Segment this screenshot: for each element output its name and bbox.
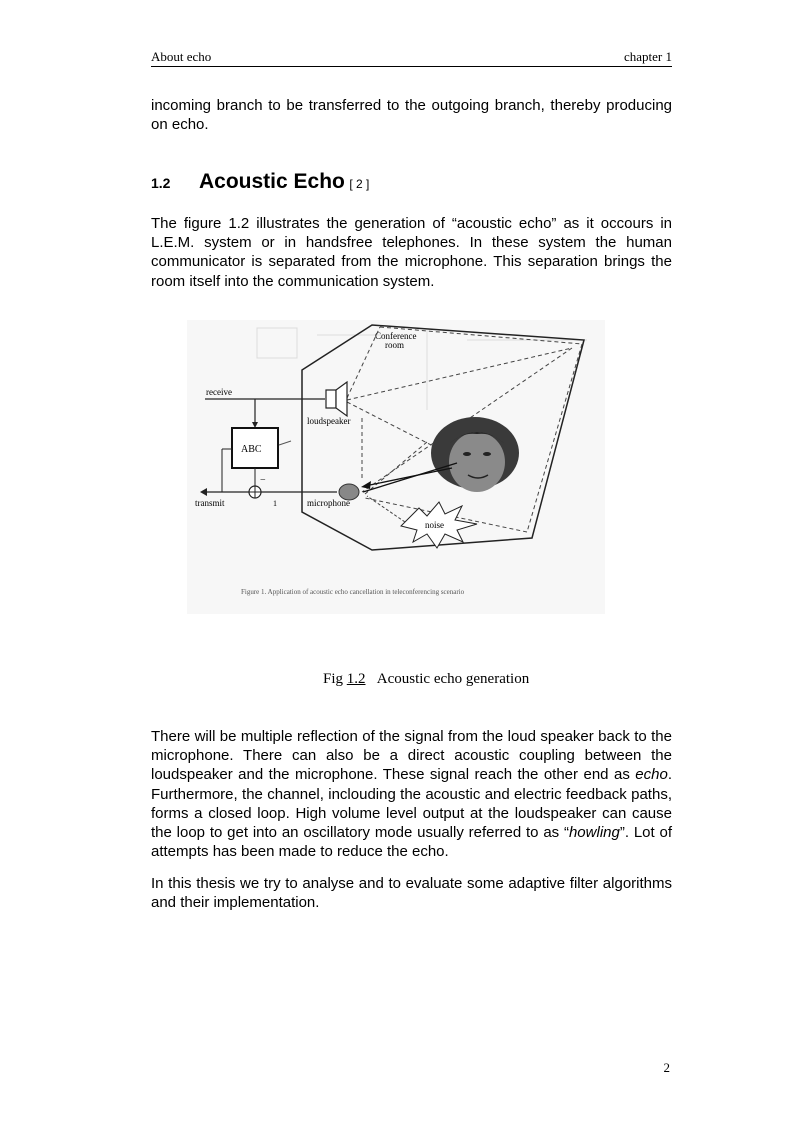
noise-label: noise <box>425 520 444 530</box>
paragraph-1: The figure 1.2 illustrates the generation of “acoustic echo” as it occours in L.E.M. system or in handsfree telephones. In these system the human communicator is separated from the microphone. This separation brings the room itself into the communication system. <box>151 215 672 290</box>
para2-part-1: There will be multiple reflection of the signal from the loud speaker back to the microphone. There can also be a direct acoustic coupling between the loudspeaker and the microphone. These signal reach the other end as <box>151 728 672 784</box>
transmit-label: transmit <box>195 498 225 508</box>
paragraph-3: In this thesis we try to analyse and to evaluate some adaptive filter algorithms and their implementation. <box>151 875 672 912</box>
caption-text: Acoustic echo generation <box>376 671 530 687</box>
caption-prefix: Fig <box>323 671 344 687</box>
paragraph-2 <box>151 727 672 861</box>
person-face-icon <box>431 417 519 492</box>
section-number: 1.2 <box>151 175 171 191</box>
intro-paragraph: incoming branch to be transferred to the outgoing branch, thereby producing on echo. <box>151 97 672 134</box>
figure-echo-diagram <box>187 320 605 614</box>
receive-label: receive <box>206 387 232 397</box>
page-number: 2 <box>663 1060 670 1075</box>
minus-sign: − <box>260 475 266 486</box>
loudspeaker-icon <box>326 390 336 408</box>
figure-caption <box>323 671 529 688</box>
para2-part-2: . Furthermore, the channel, inclouding the acoustic and electric feedback paths, forms a closed loop. High volume level output at the loudspeaker can cause the loop to get into an oscillatory mode usually referred to as “ <box>151 766 672 842</box>
svg-text:1: 1 <box>273 499 277 508</box>
section-reference: [ 2 ] <box>349 177 370 191</box>
echo-word: echo <box>635 766 668 784</box>
room-label-2: room <box>385 340 404 350</box>
room-label-1: Conference <box>375 331 417 341</box>
page-header <box>151 48 672 67</box>
howling-word: howling <box>568 824 620 842</box>
header-right: chapter 1 <box>623 49 672 64</box>
section-title: Acoustic Echo <box>199 170 345 193</box>
section-heading <box>151 170 369 194</box>
header-left: About echo <box>151 49 212 64</box>
microphone-label: microphone <box>307 498 350 508</box>
caption-number: 1.2 <box>346 671 366 687</box>
echo-diagram-svg <box>187 320 605 614</box>
para2-part-3: ”. Lot of attempts has been made to reduce the echo. <box>151 824 672 861</box>
abc-label: ABC <box>241 444 262 455</box>
background-sketch <box>257 328 587 410</box>
loudspeaker-label: loudspeaker <box>307 416 351 426</box>
inner-figure-caption: Figure 1. Application of acoustic echo cancellation in teleconferencing scenario <box>241 588 465 596</box>
